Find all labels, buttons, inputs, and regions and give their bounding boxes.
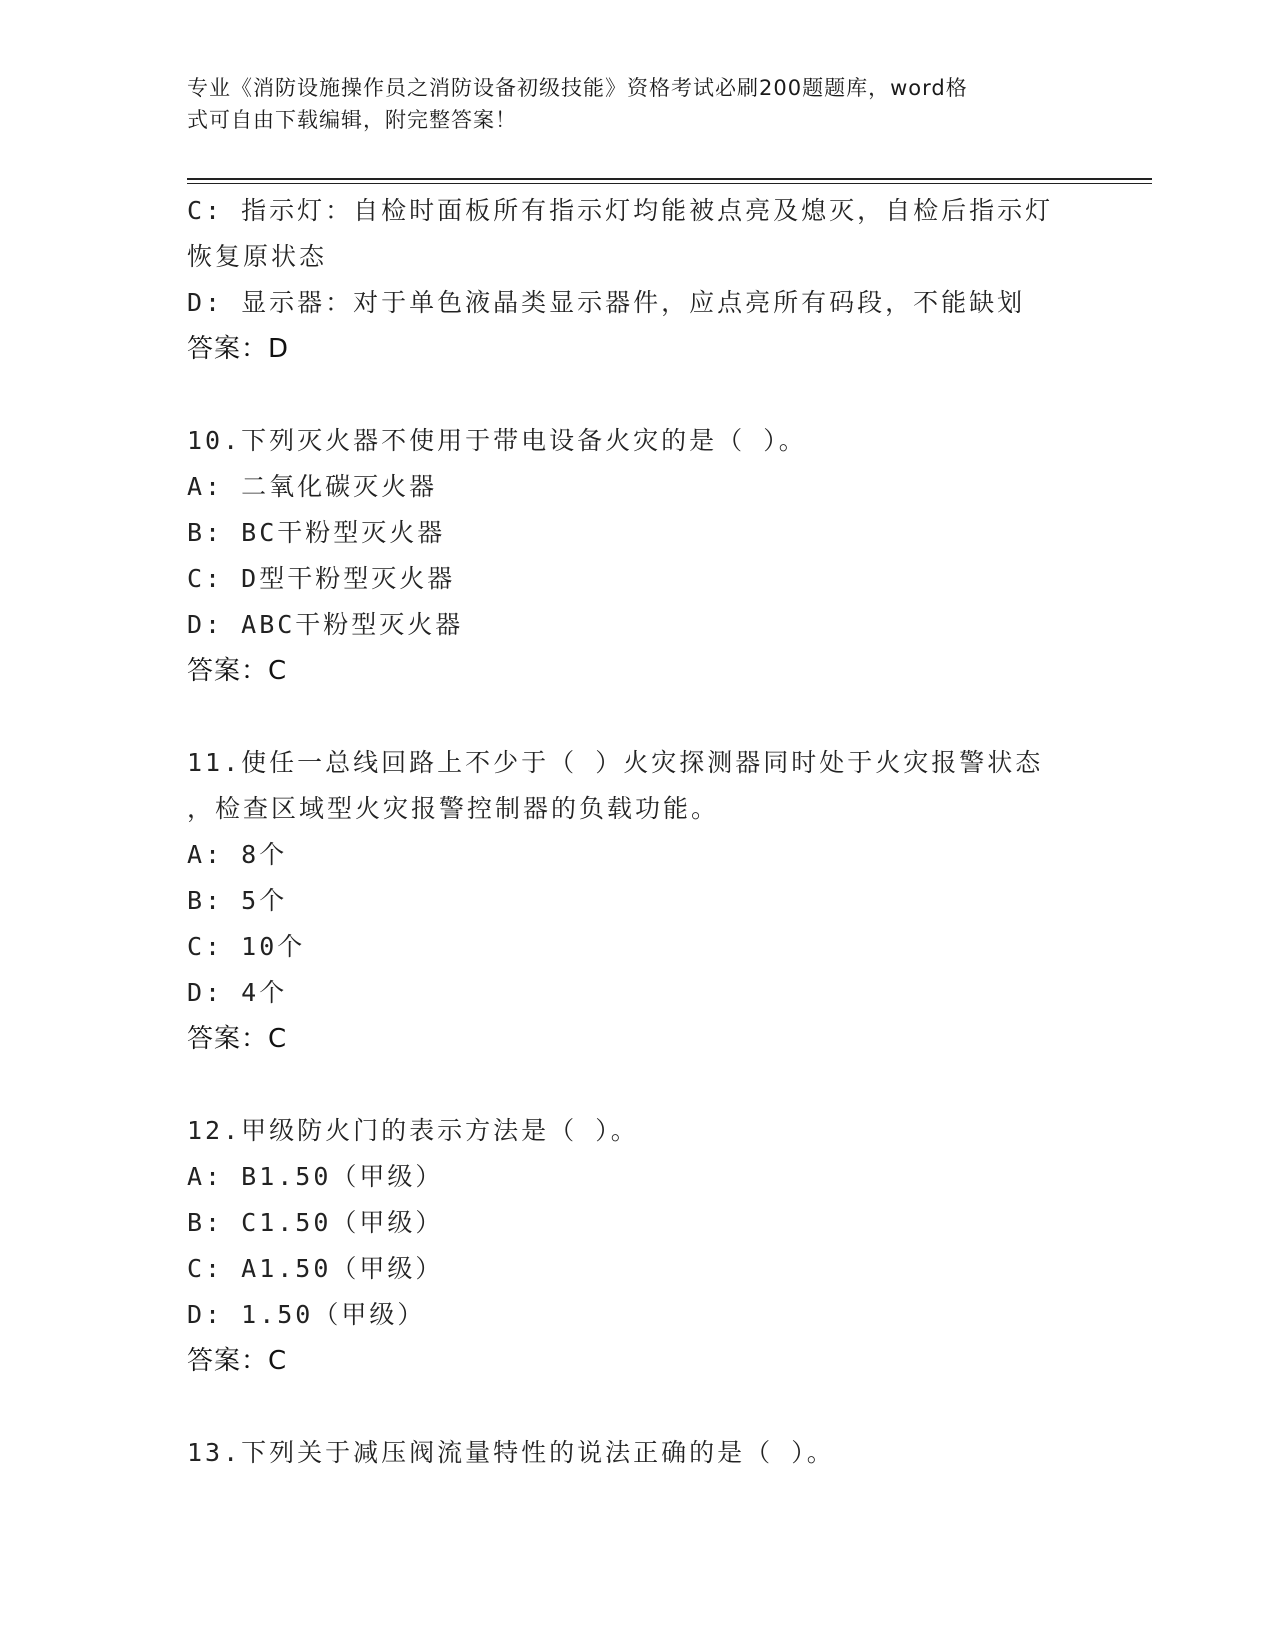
question-text: 10.下列灭火器不使用于带电设备火灾的是（ ）。 — [187, 426, 807, 455]
answer-line: 答案：D — [187, 334, 290, 364]
question-block-12 — [187, 1108, 1087, 1384]
option-b: B: C1.50（甲级） — [187, 1208, 444, 1237]
spacer — [187, 1384, 1087, 1430]
spacer — [187, 1062, 1087, 1108]
question-block-11 — [187, 740, 1087, 1062]
question-block-9 — [187, 188, 1087, 372]
option-d: D: 显示器：对于单色液晶类显示器件，应点亮所有码段，不能缺划 — [187, 288, 1026, 317]
header-line-2: 式可自由下载编辑，附完整答案！ — [187, 108, 517, 132]
option-d: D: ABC干粉型灭火器 — [187, 610, 464, 639]
question-block-13 — [187, 1430, 1087, 1476]
option-a: A: B1.50（甲级） — [187, 1162, 444, 1191]
option-b: B: BC干粉型灭火器 — [187, 518, 446, 547]
spacer — [187, 372, 1087, 418]
question-text: 12.甲级防火门的表示方法是（ ）。 — [187, 1116, 639, 1145]
option-d: D: 1.50（甲级） — [187, 1300, 426, 1329]
option-b: B: 5个 — [187, 886, 288, 915]
document-header — [187, 72, 1067, 136]
option-c: C: 10个 — [187, 932, 306, 961]
option-c: C: A1.50（甲级） — [187, 1254, 444, 1283]
option-c: C: D型干粉型灭火器 — [187, 564, 456, 593]
header-divider-thick — [187, 178, 1152, 180]
option-c: C: 指示灯：自检时面板所有指示灯均能被点亮及熄灭，自检后指示灯 — [187, 196, 1054, 225]
option-a: A: 二氧化碳灭火器 — [187, 472, 438, 501]
question-text-continued: ，检查区域型火灾报警控制器的负载功能。 — [187, 794, 720, 823]
header-divider-thin — [187, 183, 1152, 184]
option-c-continued: 恢复原状态 — [187, 242, 328, 271]
option-d: D: 4个 — [187, 978, 288, 1007]
question-text: 13.下列关于减压阀流量特性的说法正确的是（ ）。 — [187, 1438, 835, 1467]
option-a: A: 8个 — [187, 840, 288, 869]
header-line-1: 专业《消防设施操作员之消防设备初级技能》资格考试必刷200题题库，word格 — [187, 76, 968, 100]
answer-line: 答案：C — [187, 656, 288, 686]
answer-line: 答案：C — [187, 1346, 288, 1376]
question-text: 11.使任一总线回路上不少于（ ）火灾探测器同时处于火灾报警状态 — [187, 748, 1044, 777]
question-list — [187, 188, 1087, 1476]
spacer — [187, 694, 1087, 740]
answer-line: 答案：C — [187, 1024, 288, 1054]
question-block-10 — [187, 418, 1087, 694]
